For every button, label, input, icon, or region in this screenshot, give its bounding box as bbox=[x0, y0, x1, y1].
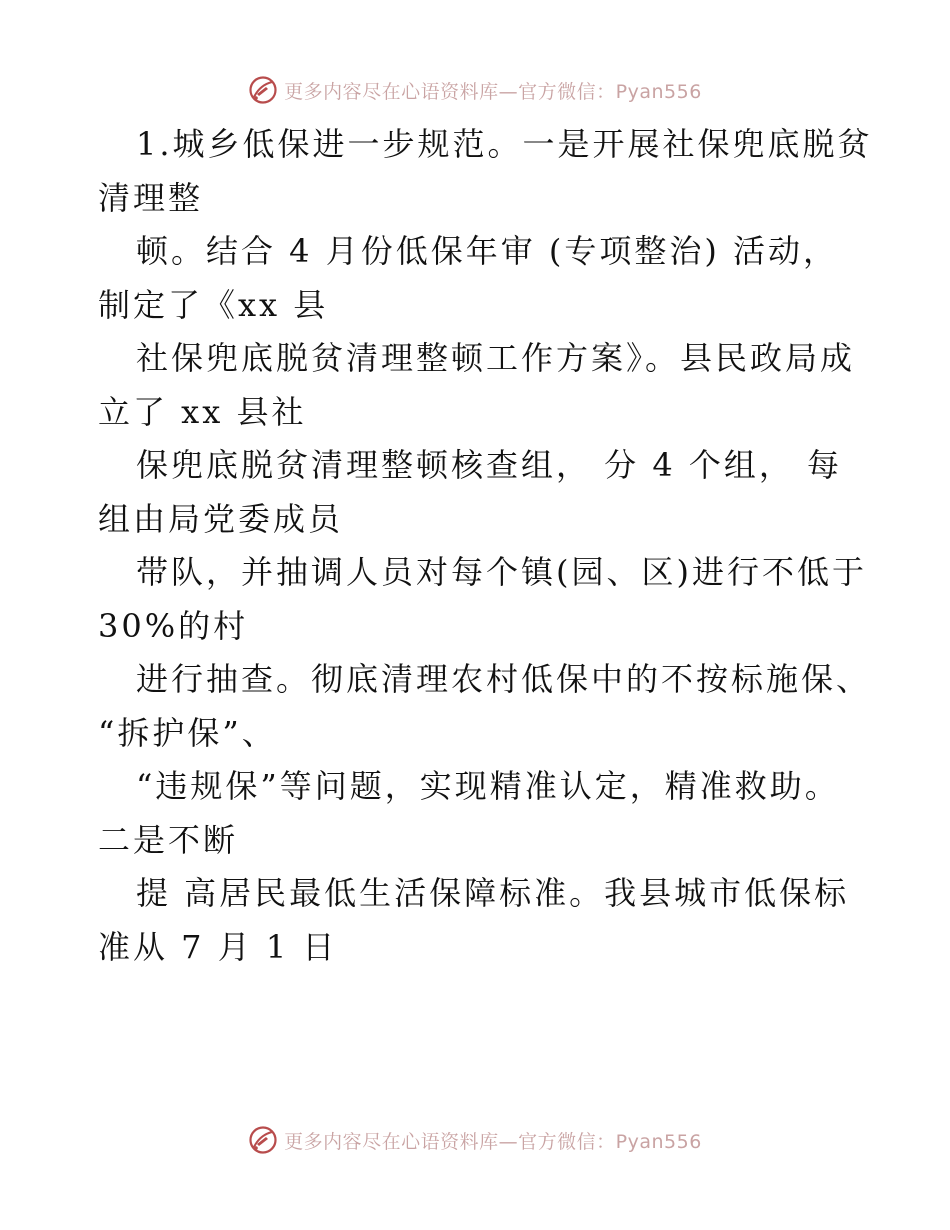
text-line: 二是不断 bbox=[98, 820, 239, 859]
text-line: 制定了《xx 县 bbox=[98, 285, 329, 324]
text-line: 30%的村 bbox=[98, 606, 249, 645]
text-line: 提 高居民最低生活保障标准。我县城市低保标 bbox=[136, 874, 850, 912]
document-body bbox=[98, 118, 873, 974]
text-line: 保兜底脱贫清理整顿核查组， 分 4 个组， 每 bbox=[136, 446, 843, 484]
footer-banner bbox=[0, 1120, 950, 1160]
text-line: 社保兜底脱贫清理整顿工作方案》。县民政局成 bbox=[136, 339, 856, 377]
text-line: 准从 7 月 1 日 bbox=[98, 927, 338, 966]
text-line: 顿。结合 4 月份低保年审 (专项整治) 活动， bbox=[136, 232, 839, 270]
header-banner bbox=[0, 70, 950, 110]
text-line: “违规保”等问题，实现精准认定，精准救助。 bbox=[136, 767, 840, 805]
footer-banner-text: 更多内容尽在心语资料库—官方微信：Pyan556 bbox=[284, 1130, 702, 1153]
text-line: 立了 xx 县社 bbox=[98, 392, 307, 431]
pen-seal-logo-icon bbox=[248, 1125, 278, 1155]
text-line: 带队，并抽调人员对每个镇(园、区)进行不低于 bbox=[136, 553, 867, 591]
text-line: 清理整 bbox=[98, 178, 204, 217]
header-banner-text: 更多内容尽在心语资料库—官方微信：Pyan556 bbox=[284, 80, 702, 103]
pen-seal-logo-icon bbox=[248, 75, 278, 105]
text-line: 组由局党委成员 bbox=[98, 499, 344, 538]
text-line: 进行抽查。彻底清理农村低保中的不按标施保、 bbox=[136, 660, 872, 698]
text-line: 1.城乡低保进一步规范。一是开展社保兜底脱贫 bbox=[136, 125, 873, 163]
text-line: “拆护保”、 bbox=[98, 713, 277, 752]
